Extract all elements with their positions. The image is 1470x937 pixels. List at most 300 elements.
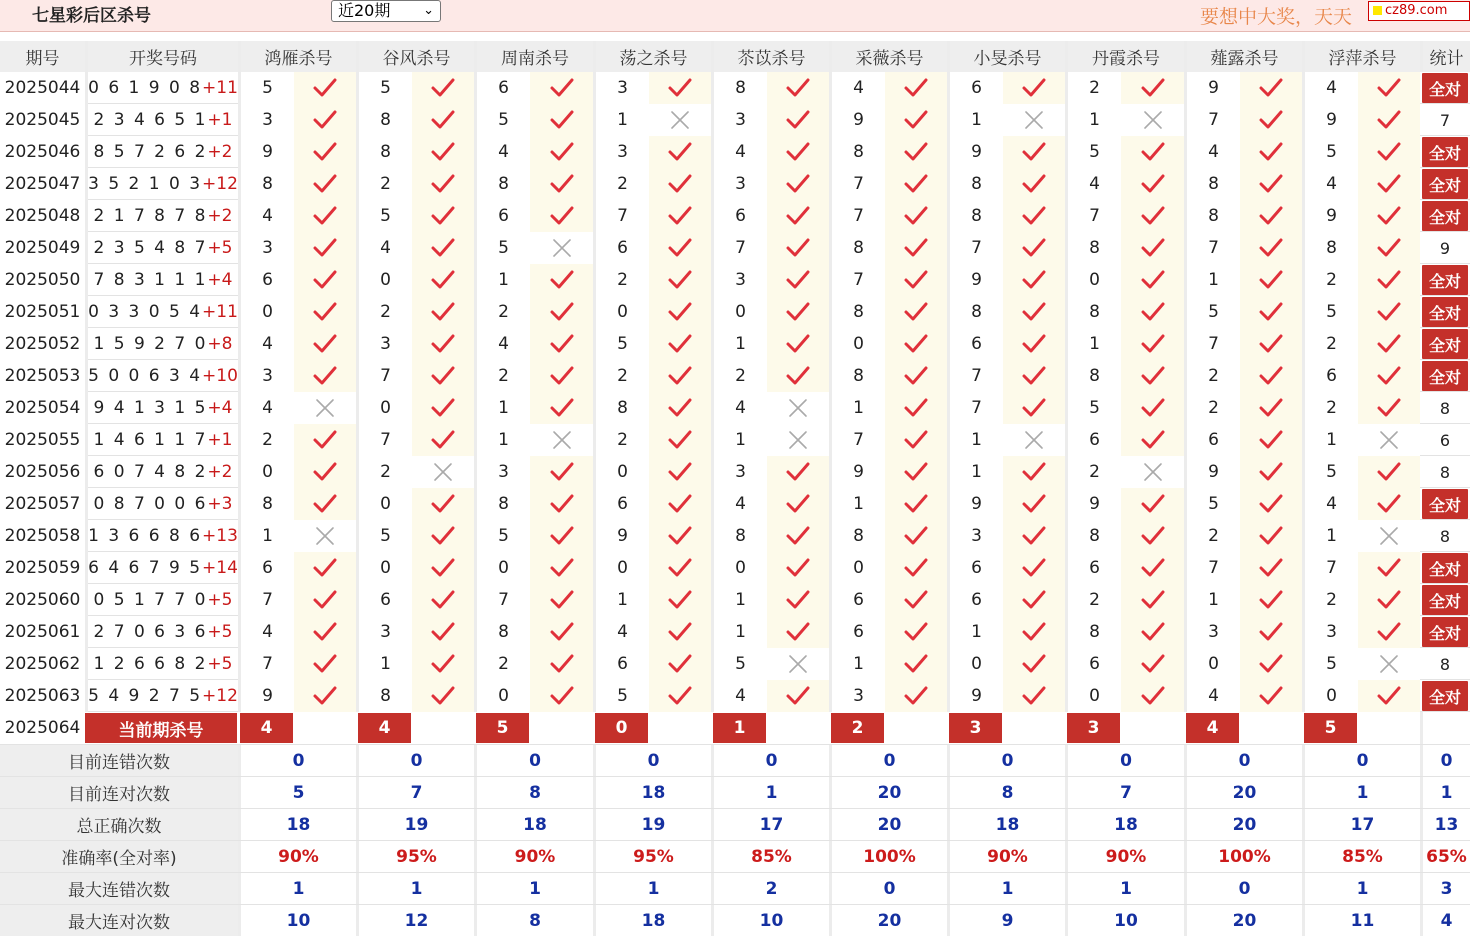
kill-number-text: 8 [1089, 238, 1100, 258]
kill-number [711, 328, 767, 360]
kill-number [1302, 520, 1358, 552]
issue-number [0, 72, 85, 104]
kill-number [711, 168, 767, 200]
hit-mark [1358, 328, 1420, 360]
kill-number [474, 168, 530, 200]
hit-mark [530, 360, 593, 392]
hit-mark [412, 520, 474, 552]
kill-number-text: 5 [380, 78, 391, 98]
summary-value [593, 745, 711, 776]
kill-number [1184, 104, 1240, 136]
kill-number-text: 9 [971, 494, 982, 514]
draw-numbers [85, 616, 238, 648]
kill-number-text: 1 [498, 398, 509, 418]
all-correct-badge [1422, 681, 1468, 711]
check-icon [1021, 205, 1047, 227]
kill-number [593, 520, 649, 552]
kill-number-text: 7 [380, 366, 391, 386]
check-icon [1021, 685, 1047, 707]
hit-mark [767, 456, 829, 488]
hit-mark [767, 584, 829, 616]
hit-mark [767, 616, 829, 648]
summary-label-text: 最大连错次数 [68, 881, 170, 901]
kill-number [829, 328, 885, 360]
hit-mark [1358, 232, 1420, 264]
kill-number [1065, 520, 1121, 552]
kill-number-text: 5 [1208, 494, 1219, 514]
kill-number [356, 648, 412, 680]
kill-number [947, 328, 1003, 360]
draw-digits: 1 5 9 2 7 0 [93, 334, 208, 354]
kill-number-text: 6 [617, 654, 628, 674]
summary-value-text: 9 [1001, 910, 1014, 931]
summary-value [593, 905, 711, 936]
check-icon [430, 365, 456, 387]
draw-numbers [85, 328, 238, 360]
hit-mark [530, 648, 593, 680]
check-icon [903, 461, 929, 483]
issue-number [0, 616, 85, 648]
kill-number-text: 2 [1208, 526, 1219, 546]
hit-mark [530, 104, 593, 136]
kill-number-text: 4 [1208, 686, 1219, 706]
kill-number [711, 424, 767, 456]
kill-number-text: 1 [971, 110, 982, 130]
kill-number [593, 616, 649, 648]
summary-value-text: 90% [278, 846, 319, 867]
hit-mark [1003, 648, 1065, 680]
kill-number [711, 680, 767, 712]
summary-value-text: 8 [529, 910, 541, 931]
kill-number-text: 2 [1326, 334, 1337, 354]
kill-number-text: 2 [617, 174, 628, 194]
check-icon [903, 685, 929, 707]
check-icon [1258, 461, 1284, 483]
kill-number [829, 488, 885, 520]
all-correct-badge [1422, 265, 1468, 295]
draw-bonus: +11 [202, 302, 238, 322]
hit-mark [412, 232, 474, 264]
kill-number [711, 584, 767, 616]
kill-number-text: 7 [853, 206, 864, 226]
check-icon [549, 589, 575, 611]
kill-number [947, 296, 1003, 328]
kill-number-text: 5 [1089, 398, 1100, 418]
kill-number-text: 7 [1208, 558, 1219, 578]
check-icon [1021, 461, 1047, 483]
check-icon [903, 525, 929, 547]
kill-number-text: 0 [617, 558, 628, 578]
kill-number [1302, 648, 1358, 680]
hit-mark [1240, 232, 1302, 264]
check-icon [430, 301, 456, 323]
promo-marquee: 要想中大奖，天天 [1200, 6, 1353, 28]
summary-value [238, 841, 356, 872]
kill-number [593, 552, 649, 584]
kill-number-text: 4 [735, 142, 746, 162]
check-icon [1376, 77, 1402, 99]
stat-text: 全对 [1428, 271, 1461, 291]
check-icon [312, 493, 338, 515]
issue-number [0, 552, 85, 584]
issue-number-text: 2025054 [4, 398, 81, 418]
kill-number-text: 8 [853, 142, 864, 162]
kill-number-text: 0 [498, 686, 509, 706]
kill-number-text: 3 [735, 174, 746, 194]
kill-number [593, 680, 649, 712]
issue-number [0, 168, 85, 200]
check-icon [312, 205, 338, 227]
kill-number [711, 296, 767, 328]
summary-stat-value [1420, 777, 1470, 808]
hit-mark [412, 680, 474, 712]
hit-mark [412, 424, 474, 456]
kill-number-text: 6 [971, 334, 982, 354]
summary-value-text: 0 [647, 750, 660, 771]
stat-text: 全对 [1428, 143, 1461, 163]
hit-mark [767, 72, 829, 104]
miss-mark [767, 424, 829, 456]
issue-number [0, 104, 85, 136]
kill-number-text: 0 [617, 462, 628, 482]
check-icon [1376, 397, 1402, 419]
column-header-expert [1184, 41, 1302, 72]
kill-number-text: 7 [498, 590, 509, 610]
check-icon [430, 77, 456, 99]
kill-number [238, 200, 294, 232]
kill-number-text: 5 [1326, 142, 1337, 162]
hit-mark [767, 520, 829, 552]
draw-digits: 3 5 2 1 0 3 [88, 174, 203, 194]
kill-number-text: 8 [735, 526, 746, 546]
correct-count [1422, 521, 1468, 551]
draw-digits: 7 8 3 1 1 1 [93, 270, 208, 290]
issue-number-text: 2025050 [4, 270, 81, 290]
hit-mark [412, 104, 474, 136]
kill-number-text: 7 [971, 366, 982, 386]
summary-value [474, 745, 593, 776]
summary-value-text: 85% [751, 846, 792, 867]
current-stat-blank [1420, 712, 1470, 744]
hit-mark [885, 648, 947, 680]
check-icon [903, 269, 929, 291]
kill-number-text: 0 [853, 334, 864, 354]
kill-number-text: 2 [617, 430, 628, 450]
draw-numbers [85, 168, 238, 200]
kill-number [1065, 232, 1121, 264]
summary-value-text: 0 [883, 878, 896, 899]
check-icon [785, 333, 811, 355]
summary-value-text: 20 [1232, 910, 1257, 931]
kill-number-text: 2 [1326, 398, 1337, 418]
check-icon [430, 397, 456, 419]
hit-mark [649, 136, 711, 168]
hit-mark [294, 232, 356, 264]
issue-number-text: 2025049 [4, 238, 81, 258]
kill-number-text: 8 [498, 622, 509, 642]
check-icon [667, 461, 693, 483]
hit-mark [1003, 488, 1065, 520]
cross-icon [1376, 525, 1402, 547]
site-logo[interactable] [1368, 1, 1470, 21]
column-header-expert-label: 荡之杀号 [619, 49, 688, 69]
kill-number [238, 680, 294, 712]
kill-number-text: 6 [617, 238, 628, 258]
kill-number-text: 7 [262, 590, 273, 610]
kill-number-text: 0 [1208, 654, 1219, 674]
kill-number [1184, 232, 1240, 264]
issue-number [0, 648, 85, 680]
kill-number-text: 8 [735, 78, 746, 98]
summary-stat-text: 65% [1426, 846, 1467, 867]
hit-mark [767, 104, 829, 136]
check-icon [312, 77, 338, 99]
summary-label-text: 最大连对次数 [68, 913, 170, 933]
issue-number-text: 2025046 [4, 142, 81, 162]
hit-mark [649, 200, 711, 232]
kill-number-text: 3 [617, 78, 628, 98]
hit-mark [1240, 616, 1302, 648]
check-icon [430, 429, 456, 451]
all-correct-badge [1422, 585, 1468, 615]
issue-number [0, 456, 85, 488]
summary-value-text: 12 [404, 910, 429, 931]
kill-number-text: 8 [1089, 302, 1100, 322]
hit-mark [649, 392, 711, 424]
hit-mark [767, 552, 829, 584]
hit-mark [294, 296, 356, 328]
kill-number [356, 200, 412, 232]
check-icon [1376, 141, 1402, 163]
hit-mark [530, 264, 593, 296]
kill-number [474, 584, 530, 616]
kill-number-text: 6 [617, 494, 628, 514]
check-icon [549, 397, 575, 419]
kill-number-text: 7 [380, 430, 391, 450]
hit-mark [1003, 136, 1065, 168]
hit-mark [767, 168, 829, 200]
summary-value-text: 0 [1001, 750, 1014, 771]
check-icon [1140, 301, 1166, 323]
hit-mark [885, 200, 947, 232]
period-select-value: 近20期 [338, 1, 391, 20]
current-kill-number-text: 4 [260, 718, 273, 738]
check-icon [430, 685, 456, 707]
hit-mark [1240, 136, 1302, 168]
kill-number [1065, 392, 1121, 424]
miss-mark [294, 520, 356, 552]
check-icon [903, 557, 929, 579]
check-icon [1021, 365, 1047, 387]
check-icon [903, 653, 929, 675]
hit-mark [530, 392, 593, 424]
draw-digits: 2 7 0 6 3 6 [93, 622, 208, 642]
draw-numbers [85, 136, 238, 168]
hit-mark [885, 616, 947, 648]
check-icon [667, 525, 693, 547]
kill-number [474, 328, 530, 360]
stat-text: 全对 [1428, 303, 1461, 323]
check-icon [785, 109, 811, 131]
kill-number-text: 4 [262, 206, 273, 226]
hit-mark [412, 360, 474, 392]
stat-text: 9 [1439, 238, 1451, 258]
kill-number-text: 1 [853, 654, 864, 674]
kill-number [1302, 552, 1358, 584]
draw-bonus: +1 [207, 110, 233, 130]
check-icon [430, 205, 456, 227]
cross-icon [1376, 429, 1402, 451]
hit-mark [294, 488, 356, 520]
stat-text: 全对 [1428, 207, 1461, 227]
stat-text: 6 [1439, 430, 1451, 450]
check-icon [1258, 173, 1284, 195]
issue-number-text: 2025056 [4, 462, 81, 482]
summary-value [593, 809, 711, 840]
column-header-expert [1302, 41, 1420, 72]
check-icon [1140, 365, 1166, 387]
summary-value-text: 18 [286, 814, 311, 835]
hit-mark [1121, 328, 1184, 360]
check-icon [549, 141, 575, 163]
hit-mark [412, 168, 474, 200]
summary-value [1065, 777, 1184, 808]
period-select[interactable] [331, 0, 441, 22]
kill-number [829, 648, 885, 680]
check-icon [312, 621, 338, 643]
kill-number-text: 2 [1326, 270, 1337, 290]
summary-value [356, 809, 474, 840]
correct-count [1422, 233, 1468, 263]
check-icon [1376, 365, 1402, 387]
check-icon [903, 205, 929, 227]
kill-number-text: 6 [498, 78, 509, 98]
check-icon [903, 333, 929, 355]
kill-number [474, 296, 530, 328]
stat-text: 全对 [1428, 559, 1461, 579]
draw-digits: 8 5 7 2 6 2 [93, 142, 208, 162]
summary-value-text: 90% [1105, 846, 1147, 867]
kill-number [593, 136, 649, 168]
check-icon [1140, 429, 1166, 451]
current-kill-number [949, 713, 1002, 743]
hit-mark [885, 456, 947, 488]
hit-mark [1003, 264, 1065, 296]
kill-number-text: 9 [971, 270, 982, 290]
summary-value-text: 18 [641, 910, 666, 931]
kill-number [356, 584, 412, 616]
current-kill-number-text: 4 [1206, 718, 1219, 738]
stat-text: 8 [1439, 462, 1451, 482]
kill-number-text: 3 [380, 622, 391, 642]
hit-mark [649, 296, 711, 328]
summary-value [829, 841, 947, 872]
summary-value [1184, 841, 1302, 872]
check-icon [903, 237, 929, 259]
check-icon [1140, 173, 1166, 195]
check-icon [1258, 365, 1284, 387]
check-icon [1376, 173, 1402, 195]
kill-number [238, 296, 294, 328]
kill-number-text: 5 [617, 334, 628, 354]
kill-number-text: 8 [1089, 366, 1100, 386]
kill-number-text: 6 [971, 590, 982, 610]
kill-number [829, 200, 885, 232]
kill-number [238, 424, 294, 456]
check-icon [1021, 621, 1047, 643]
check-icon [430, 589, 456, 611]
check-icon [667, 205, 693, 227]
check-icon [1140, 685, 1166, 707]
kill-number [829, 392, 885, 424]
issue-number [0, 680, 85, 712]
check-icon [1021, 589, 1047, 611]
kill-number [356, 552, 412, 584]
check-icon [549, 493, 575, 515]
column-header-expert-label: 谷风杀号 [382, 49, 451, 69]
check-icon [312, 461, 338, 483]
stat-text: 8 [1439, 526, 1451, 546]
check-icon [1140, 493, 1166, 515]
kill-number-text: 9 [971, 686, 982, 706]
check-icon [549, 173, 575, 195]
correct-count [1422, 649, 1468, 679]
check-icon [667, 173, 693, 195]
summary-value-text: 20 [877, 782, 902, 803]
kill-number [1184, 552, 1240, 584]
kill-number [474, 520, 530, 552]
check-icon [667, 589, 693, 611]
kill-number-text: 2 [617, 270, 628, 290]
check-icon [549, 77, 575, 99]
hit-mark [1003, 520, 1065, 552]
hit-mark [649, 360, 711, 392]
hit-mark [1240, 264, 1302, 296]
current-blank-cell [767, 712, 829, 744]
summary-value [1302, 809, 1420, 840]
kill-number [356, 264, 412, 296]
summary-value-text: 90% [987, 846, 1028, 867]
draw-numbers [85, 392, 238, 424]
kill-number [711, 232, 767, 264]
kill-number-text: 8 [1326, 238, 1337, 258]
issue-number-text: 2025045 [4, 110, 81, 130]
check-icon [430, 493, 456, 515]
draw-bonus: +2 [207, 142, 233, 162]
draw-bonus: +5 [207, 622, 233, 642]
hit-mark [1358, 296, 1420, 328]
kill-number [947, 264, 1003, 296]
hit-mark [649, 680, 711, 712]
current-kill-number-text: 3 [1087, 718, 1100, 738]
summary-value [711, 777, 829, 808]
check-icon [1258, 685, 1284, 707]
kill-number-text: 5 [1326, 654, 1337, 674]
kill-number [1065, 584, 1121, 616]
check-icon [1021, 237, 1047, 259]
kill-number-text: 8 [380, 142, 391, 162]
hit-mark [649, 648, 711, 680]
kill-number-text: 4 [735, 494, 746, 514]
issue-number-text: 2025052 [4, 334, 81, 354]
check-icon [1258, 301, 1284, 323]
kill-number [238, 552, 294, 584]
current-blank-cell [1003, 712, 1065, 744]
kill-number-text: 6 [380, 590, 391, 610]
check-icon [1258, 333, 1284, 355]
current-blank-cell [530, 712, 593, 744]
kill-number-text: 1 [262, 526, 273, 546]
